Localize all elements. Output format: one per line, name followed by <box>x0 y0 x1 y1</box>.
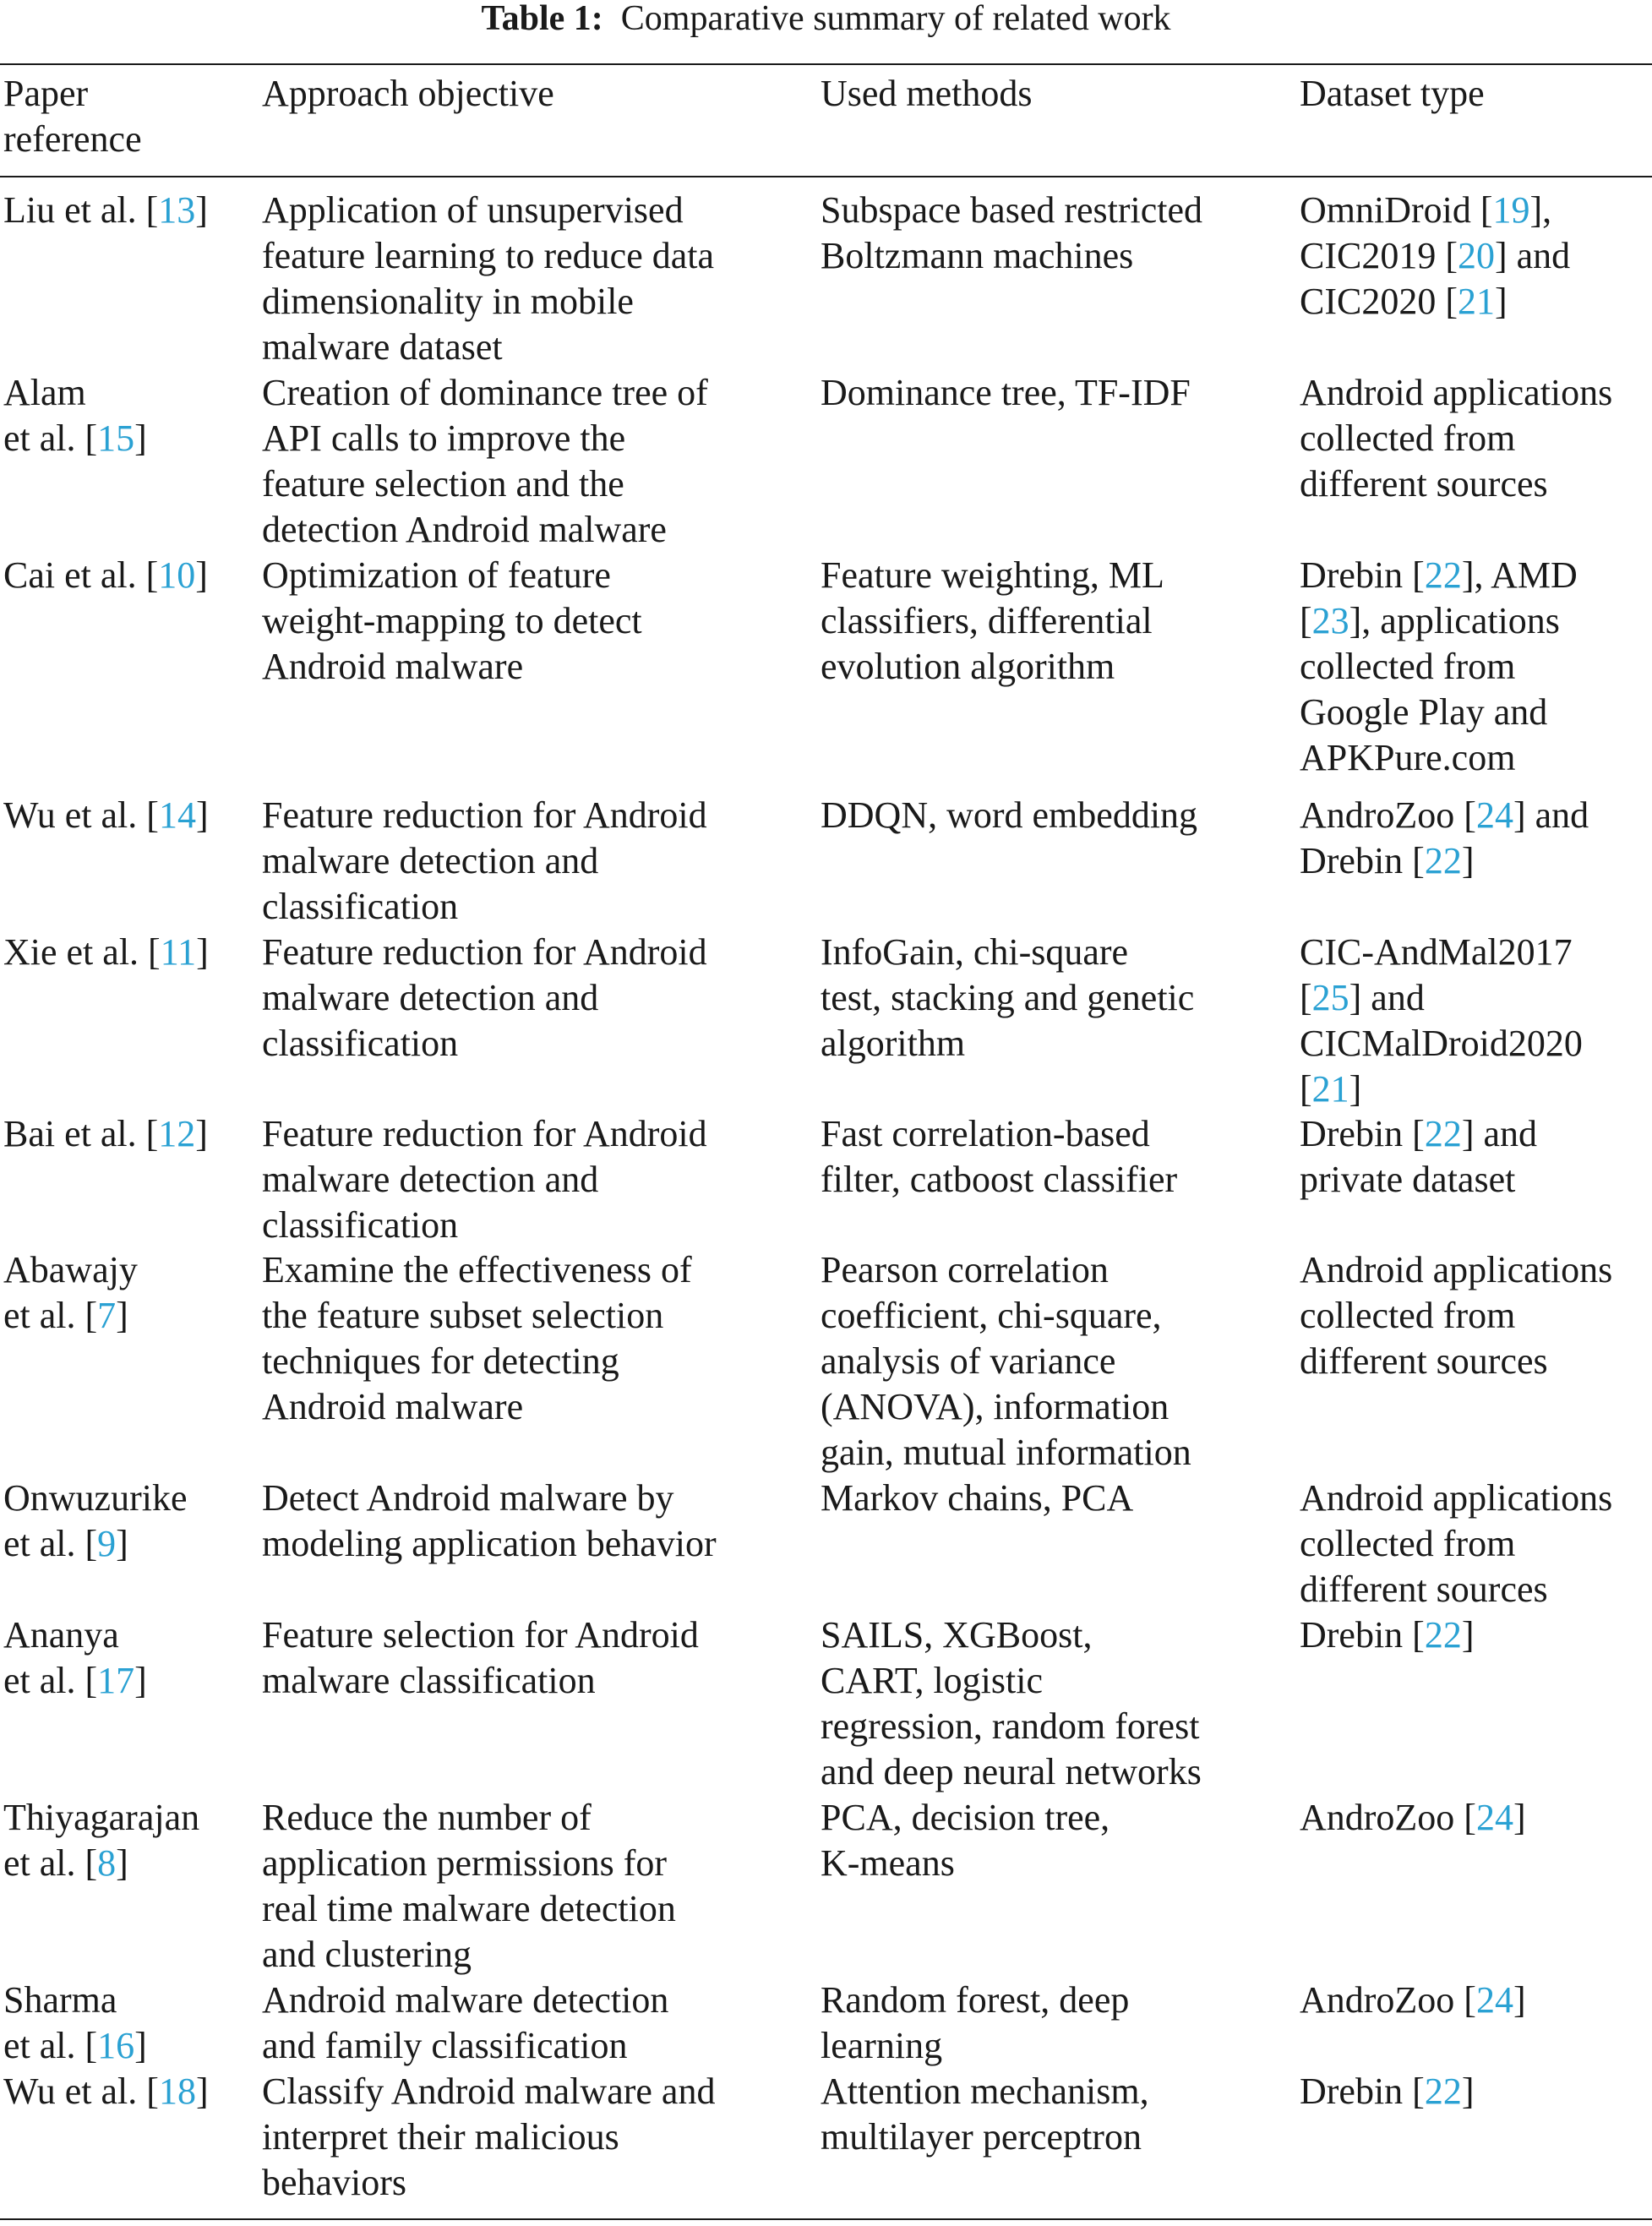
cell-text: Android applications collected from different sources <box>1300 1477 1613 1610</box>
cell-text: ], AMD [ <box>1300 554 1578 641</box>
used-methods-cell: DDQN, word embedding <box>821 794 1198 836</box>
citation-link[interactable]: 22 <box>1424 554 1462 596</box>
cell-text: OmniDroid [ <box>1300 189 1493 231</box>
approach-objective-cell: Creation of dominance tree of API calls to improve the feature selection and the detection Android malware <box>262 372 708 550</box>
cell-text: Abawajy et al. [ <box>3 1249 138 1336</box>
used-methods-cell: InfoGain, chi-square test, stacking and genetic algorithm <box>821 931 1195 1064</box>
paper-reference-cell <box>3 370 257 461</box>
cell-text: ], CIC2019 [ <box>1300 189 1552 276</box>
cell-text: Drebin [ <box>1300 1113 1425 1154</box>
citation-link[interactable]: 16 <box>97 2025 135 2066</box>
paper-reference-cell <box>3 1247 257 1339</box>
approach-objective-cell: Examine the effectiveness of the feature subset selection techniques for detecting Android malware <box>262 1249 692 1427</box>
cell-text: Drebin [ <box>1300 1614 1425 1656</box>
cell-text: Onwuzurike et al. [ <box>3 1477 188 1564</box>
dataset-type-cell <box>1300 1247 1652 1384</box>
citation-link[interactable]: 15 <box>97 417 135 459</box>
paper-reference-cell <box>3 1795 257 1886</box>
cell-text: ] <box>195 2071 209 2112</box>
citation-link[interactable]: 21 <box>1311 1068 1349 1110</box>
citation-link[interactable]: 8 <box>97 1842 117 1884</box>
paper-reference-cell <box>3 1111 257 1157</box>
cell-text: Bai et al. [ <box>3 1113 159 1154</box>
cell-text: ] <box>116 1842 128 1884</box>
cell-text: ] and Drebin [ <box>1300 794 1589 881</box>
citation-link[interactable]: 12 <box>158 1113 196 1154</box>
cell-text: ] <box>195 189 208 231</box>
citation-link[interactable]: 25 <box>1311 977 1349 1018</box>
cell-text: Liu et al. [ <box>3 189 159 231</box>
used-methods-cell: Fast correlation-based filter, catboost classifier <box>821 1113 1178 1200</box>
citation-link[interactable]: 10 <box>158 554 196 596</box>
top-rule <box>0 63 1652 65</box>
header-used-methods: Used methods <box>821 73 1033 114</box>
cell-text: Cai et al. [ <box>3 554 159 596</box>
cell-text: Wu et al. [ <box>3 794 159 836</box>
cell-text: ] <box>134 417 147 459</box>
used-methods-cell: Subspace based restricted Boltzmann machines <box>821 189 1203 276</box>
cell-text: Thiyagarajan et al. [ <box>3 1797 200 1884</box>
paper-reference-cell <box>3 930 257 975</box>
citation-link[interactable]: 24 <box>1475 1797 1513 1838</box>
approach-objective-cell: Feature reduction for Android malware detection and classification <box>262 931 707 1064</box>
cell-text: ] <box>1461 840 1475 881</box>
dataset-type-cell <box>1300 930 1652 1112</box>
citation-link[interactable]: 9 <box>97 1523 117 1564</box>
citation-link[interactable]: 21 <box>1458 281 1495 322</box>
citation-link[interactable]: 7 <box>97 1295 117 1336</box>
dataset-type-cell <box>1300 793 1652 884</box>
approach-objective-cell: Feature selection for Android malware classification <box>262 1614 699 1701</box>
paper-reference-cell <box>3 1476 257 1567</box>
dataset-type-cell <box>1300 1111 1652 1203</box>
cell-text: AndroZoo [ <box>1300 794 1476 836</box>
cell-text: ] <box>134 2025 147 2066</box>
cell-text: Xie et al. [ <box>3 931 161 973</box>
cell-text: Wu et al. [ <box>3 2071 159 2112</box>
paper-reference-cell <box>3 1612 257 1704</box>
paper-reference-cell <box>3 553 257 598</box>
citation-link[interactable]: 24 <box>1475 1979 1513 2021</box>
caption-text: Comparative summary of related work <box>620 0 1171 38</box>
table-caption <box>0 0 1652 37</box>
cell-text: Android applications collected from different sources <box>1300 372 1613 505</box>
cell-text: ] <box>116 1295 128 1336</box>
citation-link[interactable]: 20 <box>1458 235 1495 276</box>
citation-link[interactable]: 18 <box>158 2071 196 2112</box>
used-methods-cell: Pearson correlation coefficient, chi-square, analysis of variance (ANOVA), information gain, mutual information <box>821 1249 1191 1473</box>
approach-objective-cell: Detect Android malware by modeling application behavior <box>262 1477 717 1564</box>
paper-reference-cell <box>3 2069 257 2114</box>
citation-link[interactable]: 23 <box>1311 600 1349 641</box>
used-methods-cell: Dominance tree, TF-IDF <box>821 372 1191 413</box>
cell-text: ] <box>195 1113 208 1154</box>
citation-link[interactable]: 13 <box>158 189 196 231</box>
header-dataset-type: Dataset type <box>1300 73 1485 114</box>
cell-text: Drebin [ <box>1300 554 1425 596</box>
dataset-type-cell <box>1300 2069 1652 2114</box>
cell-text: ] <box>195 554 208 596</box>
approach-objective-cell: Reduce the number of application permissions for real time malware detection and clustering <box>262 1797 676 1975</box>
cell-text: ] <box>1513 1797 1526 1838</box>
paper-reference-cell <box>3 793 257 838</box>
cell-text: ] <box>1461 1614 1475 1656</box>
used-methods-cell: Random forest, deep learning <box>821 1979 1130 2066</box>
used-methods-cell: SAILS, XGBoost, CART, logistic regression, random forest and deep neural networks <box>821 1614 1202 1792</box>
cell-text: ] and CIC2020 [ <box>1300 235 1571 322</box>
header-approach-objective: Approach objective <box>262 73 554 114</box>
header-rule <box>0 176 1652 177</box>
cell-text: ] <box>1513 1979 1526 2021</box>
approach-objective-cell: Android malware detection and family classification <box>262 1979 669 2066</box>
approach-objective-cell: Feature reduction for Android malware detection and classification <box>262 794 707 927</box>
cell-text: ] <box>116 1523 128 1564</box>
cell-text: Alam et al. [ <box>3 372 98 459</box>
paper-reference-cell <box>3 1978 257 2069</box>
cell-text: ] <box>1349 1068 1362 1110</box>
citation-link[interactable]: 14 <box>158 794 196 836</box>
cell-text: ] <box>1495 281 1508 322</box>
dataset-type-cell <box>1300 188 1652 325</box>
citation-link[interactable]: 22 <box>1424 840 1462 881</box>
dataset-type-cell <box>1300 370 1652 507</box>
bottom-rule <box>0 2218 1652 2220</box>
cell-text: CIC-AndMal2017 [ <box>1300 931 1573 1018</box>
citation-link[interactable]: 22 <box>1424 2071 1462 2112</box>
cell-text: Ananya et al. [ <box>3 1614 119 1701</box>
caption-label: Table 1: <box>481 0 603 38</box>
cell-text: ] <box>196 931 209 973</box>
dataset-type-cell <box>1300 1476 1652 1612</box>
used-methods-cell: PCA, decision tree, K-means <box>821 1797 1110 1884</box>
cell-text: ] <box>195 794 209 836</box>
cell-text: AndroZoo [ <box>1300 1979 1476 2021</box>
used-methods-cell: Markov chains, PCA <box>821 1477 1134 1519</box>
citation-link[interactable]: 17 <box>97 1660 135 1701</box>
header-paper-reference: Paper reference <box>3 73 142 160</box>
citation-link[interactable]: 22 <box>1424 1614 1462 1656</box>
approach-objective-cell: Optimization of feature weight-mapping to detect Android malware <box>262 554 642 687</box>
cell-text: ] and CICMalDroid2020 [ <box>1300 977 1583 1110</box>
dataset-type-cell <box>1300 1612 1652 1658</box>
paper-reference-cell <box>3 188 257 233</box>
cell-text: Android applications collected from different sources <box>1300 1249 1613 1382</box>
approach-objective-cell: Feature reduction for Android malware detection and classification <box>262 1113 707 1246</box>
dataset-type-cell <box>1300 1978 1652 2023</box>
cell-text: ] <box>1461 2071 1475 2112</box>
approach-objective-cell: Application of unsupervised feature learning to reduce data dimensionality in mobile malware dataset <box>262 189 715 368</box>
dataset-type-cell <box>1300 553 1652 781</box>
citation-link[interactable]: 24 <box>1475 794 1513 836</box>
cell-text: ] and private dataset <box>1300 1113 1538 1200</box>
used-methods-cell: Feature weighting, ML classifiers, differential evolution algorithm <box>821 554 1164 687</box>
dataset-type-cell <box>1300 1795 1652 1841</box>
citation-link[interactable]: 11 <box>160 931 197 973</box>
approach-objective-cell: Classify Android malware and interpret their malicious behaviors <box>262 2071 716 2203</box>
citation-link[interactable]: 19 <box>1492 189 1530 231</box>
citation-link[interactable]: 22 <box>1424 1113 1462 1154</box>
cell-text: Sharma et al. [ <box>3 1979 117 2066</box>
cell-text: ], applications collected from Google Play and APKPure.com <box>1300 600 1560 778</box>
used-methods-cell: Attention mechanism, multilayer perceptron <box>821 2071 1149 2158</box>
cell-text: ] <box>134 1660 147 1701</box>
cell-text: Drebin [ <box>1300 2071 1425 2112</box>
cell-text: AndroZoo [ <box>1300 1797 1476 1838</box>
